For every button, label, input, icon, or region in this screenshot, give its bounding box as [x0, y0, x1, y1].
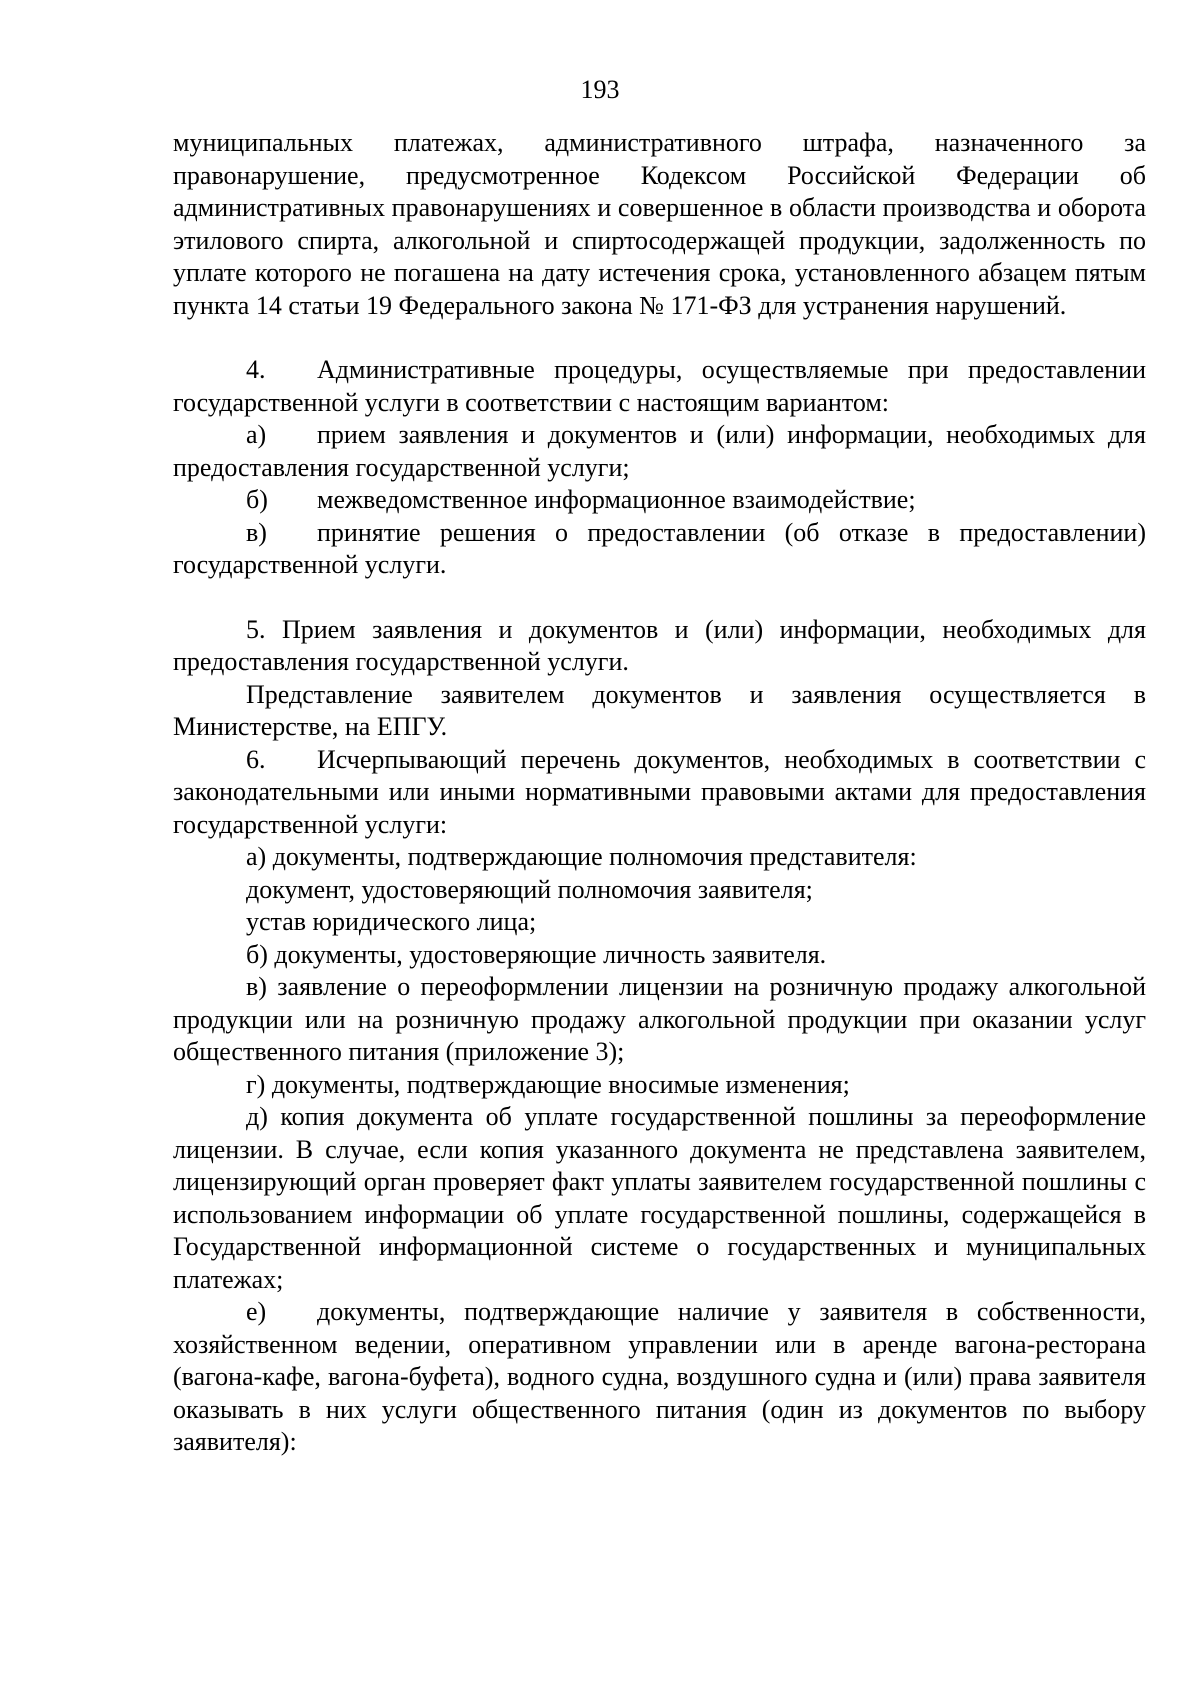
section-4-number: 4. — [246, 355, 266, 384]
item-text: прием заявления и документов и (или) информации, необходимых для предоставления государственной услуги; — [173, 420, 1146, 482]
section-6-item-c: в) заявление о переоформлении лицензии на розничную продажу алкогольной продукции или на розничную продажу алкогольной продукции при оказании услуг общественного питания (приложение 3); — [173, 972, 1146, 1066]
document-body — [173, 127, 1146, 1459]
section-5: 5. Прием заявления и документов и (или) информации, необходимых для предоставления государственной услуги. — [173, 614, 1146, 676]
section-4 — [173, 354, 1146, 419]
section-4-text: Административные процедуры, осуществляемые при предоставлении государственной услуги в соответствии с настоящим вариантом: — [173, 355, 1146, 417]
section-4-item-c — [173, 517, 1146, 582]
section-6-item-e: д) копия документа об уплате государственной пошлины за переоформление лицензии. В случае, если копия указанного документа не представлена заявителем, лицензирующий орган проверяет факт уплаты заявителем государственной пошлины с использованием информации об уплате государственной пошлины, содержащейся в Государственной информационной системе о государственных и муниципальных платежах; — [173, 1102, 1146, 1294]
section-6-item-a: а) документы, подтверждающие полномочия представителя: — [246, 842, 917, 871]
section-6-item-b: б) документы, удостоверяющие личность заявителя. — [246, 939, 827, 969]
section-6-text: Исчерпывающий перечень документов, необходимых в соответствии с законодательными или иными нормативными правовыми актами для предоставления государственной услуги: — [173, 744, 1146, 839]
item-marker: б) — [246, 485, 268, 514]
page-number: 193 — [580, 75, 620, 104]
section-6-item-a-2: устав юридического лица; — [246, 907, 537, 936]
item-text: межведомственное информационное взаимодействие; — [317, 485, 916, 514]
paragraph-continuation: муниципальных платежах, административного штрафа, назначенного за правонарушение, предусмотренное Кодексом Российской Федерации об административных правонарушениях и совершенное в области производства и оборота этилового спирта, алкогольной и спиртосодержащей продукции, задолженность по уплате которого не погашена на дату истечения срока, установленного абзацем пятым пункта 14 статьи 19 Федерального закона № 171-ФЗ для устранения нарушений. — [173, 128, 1146, 320]
section-6-number: 6. — [246, 744, 266, 774]
section-6 — [173, 744, 1146, 842]
section-5-body: Представление заявителем документов и заявления осуществляется в Министерстве, на ЕПГУ. — [173, 679, 1146, 741]
item-marker: е) — [246, 1297, 267, 1326]
section-4-item-a — [173, 419, 1146, 484]
section-4-item-b — [173, 484, 1146, 517]
item-marker: в) — [246, 517, 267, 547]
item-text: документы, подтверждающие наличие у заявителя в собственности, хозяйственном ведении, оперативном управлении или в аренде вагона-ресторана (вагона-кафе, вагона-буфета), водного судна, воздушного судна и (или) права заявителя оказывать в них услуги общественного питания (один из документов по выбору заявителя): — [173, 1297, 1146, 1456]
section-6-item-a-1: документ, удостоверяющий полномочия заявителя; — [246, 874, 813, 904]
item-text: принятие решения о предоставлении (об отказе в предоставлении) государственной услуги. — [173, 517, 1146, 579]
section-6-item-f — [173, 1296, 1146, 1459]
section-6-item-d: г) документы, подтверждающие вносимые изменения; — [246, 1069, 850, 1099]
item-marker: а) — [246, 420, 267, 449]
